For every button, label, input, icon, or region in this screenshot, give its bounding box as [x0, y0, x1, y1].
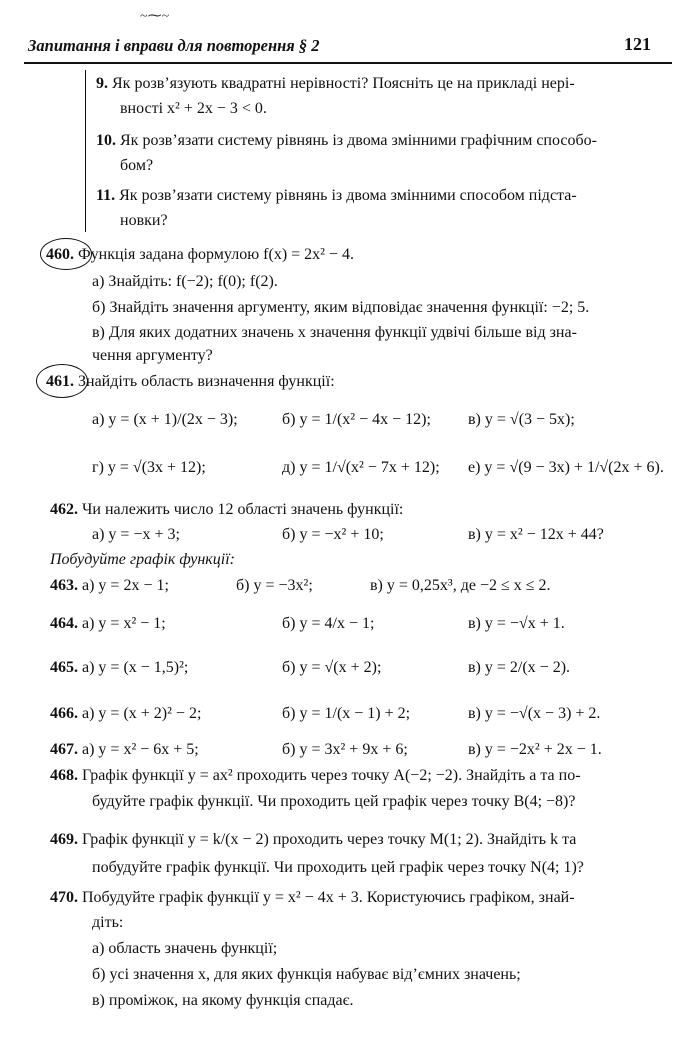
exercise-464-c: в) y = −√x + 1.	[468, 615, 565, 632]
question-11	[96, 186, 577, 206]
exercise-468-cont: будуйте графік функції. Чи проходить цей графік через точку B(4; −8)?	[92, 793, 576, 810]
exercise-number: 460.	[46, 246, 74, 263]
build-graph-heading: Побудуйте графік функції:	[50, 551, 235, 568]
exercise-466-a: а) y = (x + 2)² − 2;	[82, 705, 202, 722]
exercise-461	[46, 372, 335, 392]
exercise-462-b: б) y = −x² + 10;	[282, 526, 384, 543]
questions-margin-bar	[85, 70, 86, 232]
exercise-number: 467.	[50, 741, 78, 758]
question-11-cont: новки?	[120, 212, 168, 229]
exercise-467-b: б) y = 3x² + 9x + 6;	[282, 741, 408, 758]
exercise-461-a: а) y = (x + 1)/(2x − 3);	[92, 411, 238, 428]
exercise-465-b: б) y = √(x + 2);	[282, 659, 382, 676]
exercise-466	[50, 704, 201, 724]
exercise-464-b: б) y = 4/x − 1;	[282, 615, 375, 632]
exercise-465-c: в) y = 2/(x − 2).	[468, 659, 571, 676]
exercise-464	[50, 614, 166, 634]
exercise-468	[50, 766, 581, 786]
exercise-462-c: в) y = x² − 12x + 44?	[468, 526, 604, 543]
exercise-number: 464.	[50, 615, 78, 632]
exercise-465	[50, 658, 188, 678]
exercise-number: 466.	[50, 705, 78, 722]
exercise-460-c-cont: чення аргументу?	[92, 347, 213, 364]
exercise-464-a: а) y = x² − 1;	[82, 615, 166, 632]
exercise-text: Чи належить число 12 області значень функції:	[82, 501, 404, 518]
exercise-467	[50, 740, 199, 760]
exercise-number: 461.	[46, 373, 74, 390]
exercise-text: Графік функції y = k/(x − 2) проходить через точку M(1; 2). Знайдіть k та	[82, 831, 577, 848]
exercise-461-e: д) y = 1/√(x² − 7x + 12);	[282, 459, 440, 476]
question-9-cont: вності x² + 2x − 3 < 0.	[120, 100, 267, 117]
exercise-461-d: г) y = √(3x + 12);	[92, 459, 206, 476]
question-text: Як розв’язати систему рівнянь із двома змінними способом підста-	[119, 187, 577, 204]
question-text: Як розв’язати систему рівнянь із двома змінними графічним способо-	[120, 132, 597, 149]
exercise-465-a: а) y = (x − 1,5)²;	[82, 659, 189, 676]
page-number: 121	[624, 34, 651, 54]
exercise-460-b: б) Знайдіть значення аргументу, яким відповідає значення функції: −2; 5.	[92, 299, 590, 316]
exercise-463	[50, 576, 169, 596]
exercise-text: Функція задана формулою f(x) = 2x² − 4.	[78, 246, 354, 263]
exercise-460-c: в) Для яких додатних значень x значення функції удвічі більше від зна-	[92, 324, 577, 341]
exercise-463-a: а) y = 2x − 1;	[82, 577, 169, 594]
exercise-466-b: б) y = 1/(x − 1) + 2;	[282, 705, 411, 722]
header-rule	[24, 62, 672, 64]
exercise-number: 468.	[50, 767, 78, 784]
exercise-470	[50, 888, 575, 908]
exercise-number: 469.	[50, 831, 78, 848]
exercise-462-a: а) y = −x + 3;	[92, 526, 180, 543]
exercise-469-cont: побудуйте графік функції. Чи проходить цей графік через точку N(4; 1)?	[92, 859, 584, 876]
question-number: 10.	[96, 132, 116, 149]
question-10-cont: бом?	[120, 157, 154, 174]
exercise-number: 470.	[50, 889, 78, 906]
section-header-title: Запитання і вправи для повторення § 2	[28, 36, 320, 55]
question-text: Як розв’язують квадратні нерівності? Поясніть це на прикладі нері-	[112, 75, 575, 92]
exercise-number: 465.	[50, 659, 78, 676]
exercise-470-c: в) проміжок, на якому функція спадає.	[92, 992, 354, 1009]
exercise-463-c: в) y = 0,25x³, де −2 ≤ x ≤ 2.	[370, 577, 551, 594]
exercise-467-a: а) y = x² − 6x + 5;	[82, 741, 199, 758]
question-number: 9.	[96, 75, 108, 92]
exercise-460	[46, 245, 354, 265]
question-9	[96, 74, 575, 94]
exercise-460-a: а) Знайдіть: f(−2); f(0); f(2).	[92, 273, 278, 290]
exercise-number: 462.	[50, 501, 78, 518]
exercise-467-c: в) y = −2x² + 2x − 1.	[468, 741, 602, 758]
exercise-470-cont: діть:	[92, 914, 124, 931]
exercise-text: Побудуйте графік функції y = x² − 4x + 3. Користуючись графіком, знай-	[82, 889, 575, 906]
exercise-461-b: б) y = 1/(x² − 4x − 12);	[282, 411, 431, 428]
exercise-469	[50, 830, 576, 850]
exercise-text: Графік функції y = ax² проходить через точку A(−2; −2). Знайдіть a та по-	[82, 767, 581, 784]
exercise-text: Знайдіть область визначення функції:	[78, 373, 335, 390]
exercise-466-c: в) y = −√(x − 3) + 2.	[468, 705, 601, 722]
exercise-number: 463.	[50, 577, 78, 594]
question-number: 11.	[96, 187, 116, 204]
exercise-461-c: в) y = √(3 − 5x);	[468, 411, 575, 428]
question-10	[96, 131, 597, 151]
exercise-470-a: а) область значень функції;	[92, 940, 278, 957]
exercise-463-b: б) y = −3x²;	[236, 577, 313, 594]
exercise-461-f: е) y = √(9 − 3x) + 1/√(2x + 6).	[468, 459, 664, 476]
exercise-462	[50, 500, 403, 520]
page-mark: ~⁓~	[140, 9, 170, 24]
exercise-470-b: б) усі значення x, для яких функція набуває від’ємних значень;	[92, 966, 521, 983]
